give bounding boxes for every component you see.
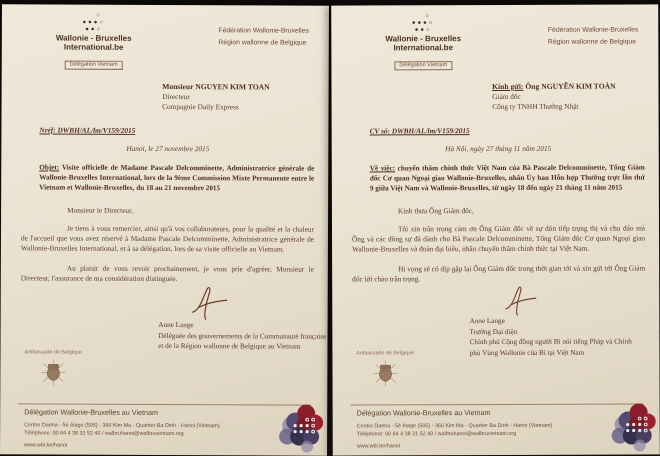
footer-address: Centre Daeha - 5è étage (505) - 360 Kim Ma - Quartier Ba Dinh - Hanoi (Vietnam) Téléphone: 00 84 4 38 31 52 40 / walbruhanoi@walbruvietnam.org xyxy=(24,422,220,437)
footer-block xyxy=(357,408,553,450)
footer-phone: Téléphone: 00 84 4 38 31 52 40 / walbruhanoi@walbruvietnam.org xyxy=(356,430,517,438)
brand-name: Wallonie - Bruxelles International.be xyxy=(55,33,132,53)
subject-block xyxy=(39,162,314,194)
date-line: Hanoi, le 27 novembre 2015 xyxy=(126,143,210,154)
signer-title-2: Chính phủ Cộng đồng người Bỉ nói tiếng Pháp và Chính phủ Vùng Wallonie của Bỉ tại Việt Nam xyxy=(469,337,632,357)
reference-line: Nréf: DWBH/AL/lm/V159/2015 xyxy=(39,125,136,135)
federation-lines: Fédération Wallonie-Bruxelles Région wallonne de Belgique xyxy=(547,26,639,47)
subject-text: chuyến thăm chính thức Việt Nam của Bà Pascale Delcomminette, Tổng Giám đốc Cơ quan Ngoại giao Wallonie-Bruxelles, nhân Ủy ban Hỗn hợp Thường trực lần thứ 9 giữa Việt Nam và Wallonie-Bruxelles, từ ngày 18 đến ngày 21 tháng 11 năm 2015 xyxy=(369,163,645,193)
delegation-tag: Délégation Vietnam xyxy=(394,61,452,70)
letterhead xyxy=(22,12,315,71)
signer-title: Trưởng Đại diện xyxy=(469,327,518,336)
recipient-block xyxy=(492,80,644,113)
recipient-org: Compagnie Daily Express xyxy=(162,102,239,112)
wbi-dots-icon: ○ ●●●○ ●●○ xyxy=(411,13,435,34)
recipient-label: Kính gửi: xyxy=(492,81,524,91)
recipient-title: Giám đốc xyxy=(492,91,521,101)
wbi-cluster-logo xyxy=(275,403,325,453)
date-line: Hà Nội, ngày 27 tháng 11 năm 2015 xyxy=(445,143,552,154)
footer-divider xyxy=(18,403,311,405)
wbi-logo xyxy=(385,13,461,71)
subject-label: Về việc: xyxy=(369,164,396,173)
handwritten-signature-icon xyxy=(186,287,242,321)
subject-block xyxy=(370,162,645,194)
footer-address: Centre Daeha - 5è étage (505) - 360 Kim Ma - Quartier Ba Dinh - Hanoi (Vietnam) Téléphone: 00 84 4 38 31 52 40 / walbruhanoi@walbruvietnam.org xyxy=(356,422,553,438)
subject-label: Objet: xyxy=(39,163,60,172)
embassy-stamp xyxy=(24,349,82,392)
wbi-dots-icon: ○ ●●●○ ●●○ xyxy=(82,12,106,33)
signer-info xyxy=(158,320,328,352)
reference-line: CV số: DWBH/AL/lm/V159/2015 xyxy=(369,126,470,136)
footer-phone: Téléphone: 00 84 4 38 31 52 40 / walbruhanoi@walbruvietnam.org xyxy=(24,430,184,437)
belgium-crest-icon xyxy=(40,357,66,387)
letterhead xyxy=(351,12,644,71)
letter-french xyxy=(0,4,329,455)
footer-org: Délégation Wallonie-Bruxelles au Vietnam xyxy=(356,407,491,418)
salutation: Kính thưa Ông Giám đốc, xyxy=(397,205,474,216)
footer-website: www.wbi.be/hanoi xyxy=(24,442,68,449)
belgium-crest-icon xyxy=(372,358,398,388)
footer-block xyxy=(24,407,220,449)
recipient-block xyxy=(162,81,315,114)
body-paragraph-2: Hi vọng sẽ có dịp gặp lại Ông Giám đốc trong thời gian tới và xin gửi tới Ông Giám đốc lời chào trân trọng. xyxy=(352,263,646,284)
footer-org: Délégation Wallonie-Bruxelles au Vietnam xyxy=(24,407,159,417)
handwritten-signature-icon xyxy=(497,286,553,316)
delegation-tag: Délégation Vietnam xyxy=(65,60,123,69)
signature-block xyxy=(158,286,327,352)
wbi-cluster-logo xyxy=(608,402,658,452)
letter-vietnamese xyxy=(331,4,660,455)
footer-divider xyxy=(351,403,644,405)
subject-text: Visite officielle de Madame Pascale Delcomminette, Administratrice générale de Wallonie-Bruxelles International, lors de la 9ème Commission Mixte Permanente entre le Vietnam et Wallonie-Bruxelles, du 18 au 21 novembre 2015 xyxy=(39,163,315,193)
body-paragraph-1: Je tiens à vous remercier, ainsi qu'à vos collaborateurs, pour la qualité et la chaleur de l'accueil que vous avez réservé à Madame Pascale Delcomminette, Administratrice générale de Wallonie-Bruxelles International, et à sa délégation, lors de sa visite officielle au Vietnam. xyxy=(20,223,315,254)
recipient-title: Directeur xyxy=(162,91,190,101)
signer-title: Déléguée des gouvernements de la Communauté française et de la Région wallonne de Belgique au Vietnam xyxy=(158,331,327,351)
signer-info xyxy=(469,316,639,358)
brand-name: Wallonie - Bruxelles International.be xyxy=(385,33,462,53)
embassy-stamp-label: Ambassade de Belgique xyxy=(356,350,414,357)
embassy-stamp xyxy=(356,350,414,393)
signature-block xyxy=(469,286,645,358)
footer-website: www.wbi.be/hanoi xyxy=(356,443,400,450)
wbi-logo xyxy=(56,13,132,71)
signer-name: Anne Lange xyxy=(158,321,194,330)
recipient-name: Monsieur NGUYEN KIM TOAN xyxy=(162,81,270,92)
recipient-name: Kính gửi: Ông NGUYỄN KIM TOÀN xyxy=(492,81,616,91)
signer-name: Anne Lange xyxy=(469,317,505,326)
body-paragraph-2: Au plaisir de vous revoir prochainement, je vous prie d'agréer, Monsieur le Directeur, l'assurance de ma considération distinguée. xyxy=(20,263,314,284)
embassy-stamp-label: Ambassade de Belgique xyxy=(24,349,82,356)
body-paragraph-1: Tôi xin trân trọng cảm ơn Ông Giám đốc về sự đón tiếp trọng thị và chu đáo mà Ông và các đồng sự đã dành cho Bà Pascale Delcomminette, Tổng Giám đốc Cơ quan Ngoại giao Wallonie-Bruxelles và đoàn đại biểu, nhân chuyến thăm chính thức tại Việt Nam. xyxy=(352,223,646,254)
federation-lines: Fédération Wallonie-Bruxelles Région wallonne de Belgique xyxy=(218,27,309,47)
recipient-org: Công ty TNHH Thường Nhật xyxy=(492,102,579,112)
salutation: Monsieur le Directeur, xyxy=(67,205,134,215)
